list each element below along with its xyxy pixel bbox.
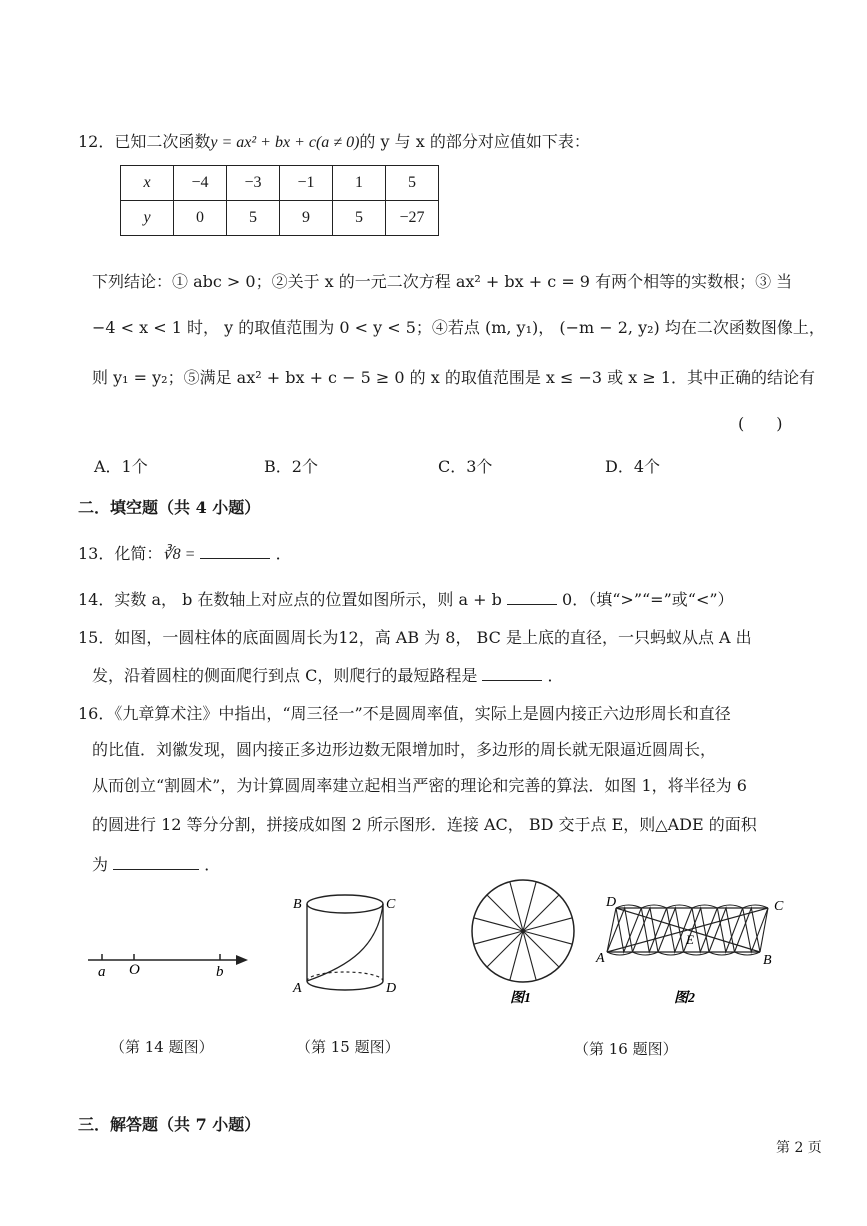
q16-line2: 的比值．刘徽发现，圆内接正多边形边数无限增加时，多边形的周长就无限逼近圆周长，	[92, 740, 717, 759]
circle-spoke	[510, 931, 523, 980]
table-cell: 9	[280, 201, 333, 236]
strip-end	[607, 908, 616, 952]
table-cell: 0	[174, 201, 227, 236]
fig16-label-d: D	[606, 895, 617, 910]
circle-spoke	[523, 931, 572, 944]
q15-line2	[92, 664, 564, 686]
q12-conclusions-line2: −4 < x < 1 时， y 的取值范围为 0 < y < 5；④若点 (m, y₁)， (−m − 2, y₂) 均在二次函数图像上，	[92, 318, 825, 337]
table-header-y: y	[121, 201, 174, 236]
page-number: 第 2 页	[776, 1140, 822, 1156]
q14-text1: 14．实数 a， b 在数轴上对应点的位置如图所示，则 a + b	[78, 590, 502, 609]
fig14-number-line	[84, 940, 254, 980]
table-row	[121, 166, 439, 201]
circle-spoke	[523, 931, 559, 967]
q16-line5	[92, 853, 220, 875]
circle-spoke	[474, 918, 523, 931]
q16-line4: 的圆进行 12 等分分割，拼接成如图 2 所示图形．连接 AC， BD 交于点 E，则△ADE 的面积	[92, 815, 757, 834]
circle-spoke	[474, 931, 523, 944]
table-cell: −27	[386, 201, 439, 236]
table-cell: 1	[333, 166, 386, 201]
q13-expression: ∛8 =	[162, 546, 196, 563]
fig15-label-c: C	[386, 897, 396, 912]
q12-stem-prefix: 12．已知二次函数	[78, 132, 211, 151]
fig16-label-b: B	[763, 953, 772, 968]
q16-line5-suffix: ．	[204, 855, 221, 874]
fig15-label-d: D	[386, 981, 397, 996]
table-cell: 5	[227, 201, 280, 236]
caption-fig15: （第 15 题图）	[296, 1038, 400, 1056]
q16-line3: 从而创立“割圆术”，为计算圆周率建立起相当严密的理论和完善的算法．如图 1，将半径为 6	[92, 776, 747, 795]
circle-spoke	[510, 882, 523, 931]
q12-option-d: D．4个	[605, 457, 661, 476]
table-row	[121, 201, 439, 236]
table-cell: −4	[174, 166, 227, 201]
section-heading-fill-in: 二．填空题（共 4 小题）	[78, 498, 261, 517]
table-cell: −3	[227, 166, 280, 201]
circle-spoke	[487, 931, 523, 967]
q16-answer-blank[interactable]	[113, 853, 199, 870]
q12-answer-bracket: ( )	[738, 414, 783, 433]
table-header-x: x	[121, 166, 174, 201]
q13-answer-blank[interactable]	[200, 542, 270, 559]
fig16-label-a: A	[596, 951, 605, 966]
fig16-circle-12-parts	[468, 878, 578, 1008]
circle-spoke	[523, 895, 559, 931]
q12-value-table	[120, 165, 439, 236]
fig15-cylinder	[290, 888, 400, 1008]
q12-option-b: B．2个	[264, 457, 318, 476]
q15-line1: 15．如图，一圆柱体的底面圆周长为12，高 AB 为 8， BC 是上底的直径，一只蚂蚁从点 A 出	[78, 628, 752, 647]
circle-spoke	[487, 895, 523, 931]
fig15-label-b: B	[293, 897, 302, 912]
q12-conclusions-line1: 下列结论：① abc > 0；②关于 x 的一元二次方程 ax² + bx + c = 9 有两个相等的实数根；③ 当	[92, 272, 793, 291]
q12-stem-suffix: 的 y 与 x 的部分对应值如下表：	[359, 132, 590, 151]
table-cell: 5	[333, 201, 386, 236]
fig16-sub2-label: 图2	[674, 991, 695, 1006]
section-heading-solutions: 三．解答题（共 7 小题）	[78, 1115, 261, 1134]
q13-suffix: ．	[275, 544, 292, 563]
q12-conclusions-line3: 则 y₁ = y₂；⑤满足 ax² + bx + c − 5 ≥ 0 的 x 的取值范围是 x ≤ −3 或 x ≥ 1．其中正确的结论有	[92, 368, 816, 387]
q13	[78, 542, 292, 565]
q12-option-a: A．1个	[94, 457, 148, 476]
q12-option-c: C．3个	[438, 457, 493, 476]
q16-line5-prefix: 为	[92, 855, 109, 874]
circle-spoke	[523, 882, 536, 931]
table-cell: −1	[280, 166, 333, 201]
q13-prefix: 13．化简：	[78, 544, 163, 563]
q15-line2-end: ．	[547, 666, 564, 685]
q12-stem	[78, 132, 590, 153]
circle-spoke	[523, 931, 536, 980]
fig16-rearranged-shape	[592, 890, 792, 1008]
strip-end	[760, 908, 768, 952]
q14-answer-blank[interactable]	[507, 588, 557, 605]
table-cell: 5	[386, 166, 439, 201]
caption-fig16: （第 16 题图）	[574, 1040, 678, 1058]
fig16-sub1-label: 图1	[510, 991, 531, 1006]
fig16-label-e: E	[686, 932, 694, 947]
fig14-label-o: O	[129, 962, 140, 978]
q16-line1: 16．《九章算术注》中指出，“周三径一”不是圆周率值，实际上是圆内接正六边形周长和直径	[78, 704, 731, 723]
q15-line2-text: 发，沿着圆柱的侧面爬行到点 C，则爬行的最短路程是	[92, 666, 478, 685]
fig16-label-c: C	[774, 899, 784, 914]
fig14-label-a: a	[98, 964, 106, 980]
q15-answer-blank[interactable]	[482, 664, 542, 681]
q12-stem-formula: y = ax² + bx + c(a ≠ 0)	[210, 134, 360, 151]
fig15-label-a: A	[293, 981, 302, 996]
q14	[78, 588, 734, 610]
q14-text2: 0．（填“>”“=”或“<”）	[562, 590, 734, 609]
fig14-label-b: b	[216, 964, 224, 980]
caption-fig14: （第 14 题图）	[110, 1038, 214, 1056]
circle-spoke	[523, 918, 572, 931]
